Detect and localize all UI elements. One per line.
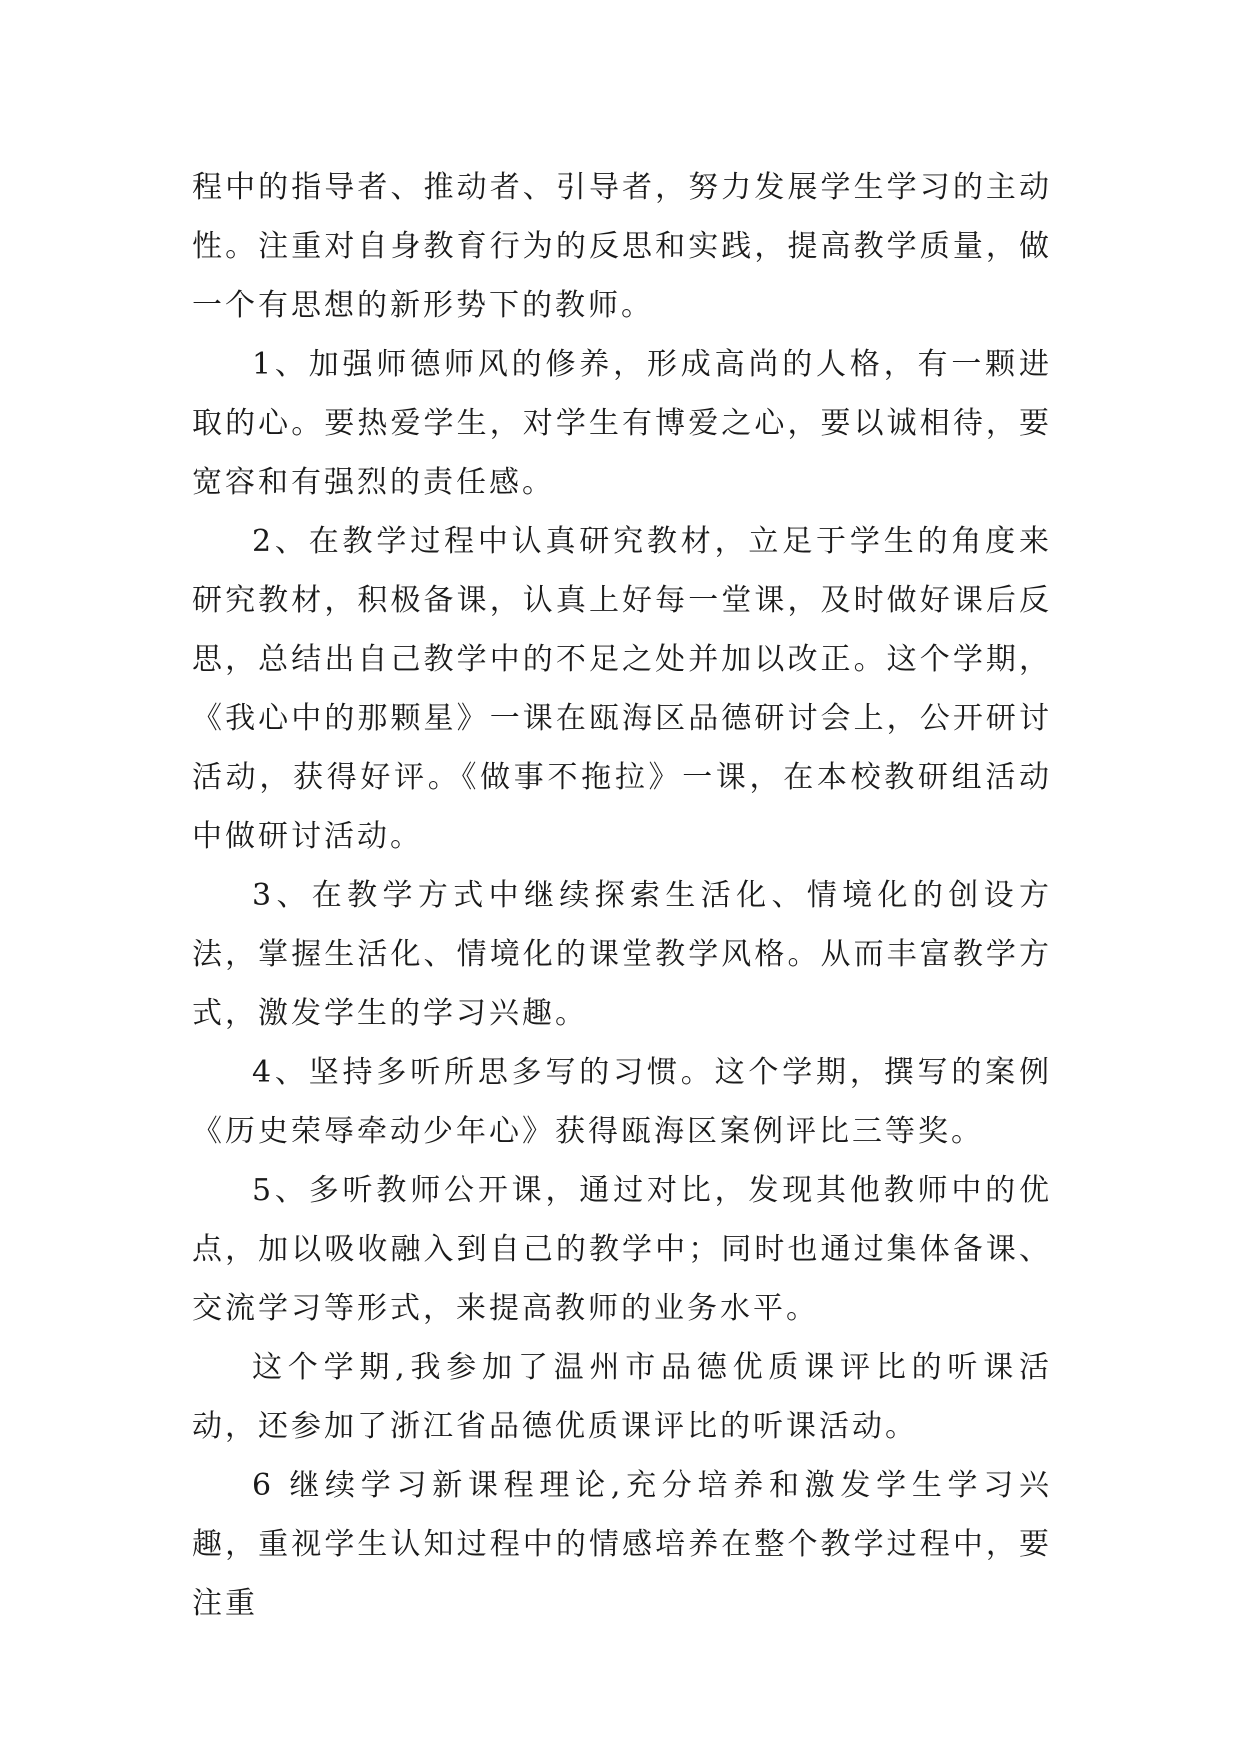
paragraph-item-6: 6 继续学习新课程理论,充分培养和激发学生学习兴趣，重视学生认知过程中的情感培养在整个教学过程中，要注重: [192, 1468, 1052, 1621]
paragraph-item-1: 1、加强师德师风的修养，形成高尚的人格，有一颗进取的心。要热爱学生，对学生有博爱之心，要以诚相待，要宽容和有强烈的责任感。: [192, 347, 1052, 500]
paragraph-item-2: 2、在教学过程中认真研究教材，立足于学生的角度来研究教材，积极备课，认真上好每一堂课，及时做好课后反思，总结出自己教学中的不足之处并加以改正。这个学期，《我心中的那颗星》一课在瓯海区品德研讨会上，公开研讨活动，获得好评。《做事不拖拉》一课，在本校教研组活动中做研讨活动。: [192, 524, 1052, 854]
paragraph-item-3: 3、在教学方式中继续探索生活化、情境化的创设方法，掌握生活化、情境化的课堂教学风格。从而丰富教学方式，激发学生的学习兴趣。: [192, 878, 1052, 1031]
paragraph-intro: 程中的指导者、推动者、引导者，努力发展学生学习的主动性。注重对自身教育行为的反思和实践，提高教学质量，做一个有思想的新形势下的教师。: [192, 170, 1052, 323]
document-body: [192, 158, 1052, 1633]
paragraph-item-5: 5、多听教师公开课，通过对比，发现其他教师中的优点，加以吸收融入到自己的教学中；同时也通过集体备课、交流学习等形式，来提高教师的业务水平。: [192, 1173, 1052, 1326]
paragraph-semester-note: 这个学期,我参加了温州市品德优质课评比的听课活动，还参加了浙江省品德优质课评比的听课活动。: [192, 1350, 1052, 1444]
paragraph-item-4: 4、坚持多听所思多写的习惯。这个学期，撰写的案例《历史荣辱牵动少年心》获得瓯海区案例评比三等奖。: [192, 1055, 1052, 1149]
